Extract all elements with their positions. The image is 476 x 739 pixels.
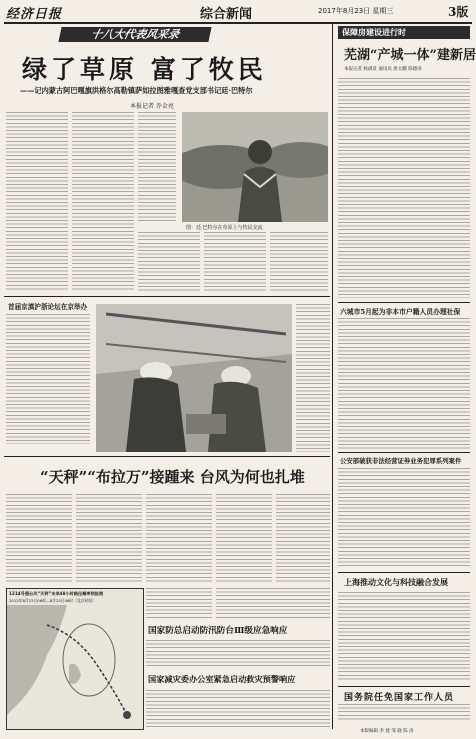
right-series-banner <box>338 26 470 39</box>
typhoon-track-map <box>7 605 143 729</box>
small-story-2-headline: 国家减灾委办公室紧急启动救灾预警响应 <box>148 674 296 684</box>
right-story-1-headline: 公安部破获非法经营证券业务犯罪系列案件 <box>340 457 462 465</box>
map-subtitle: 2012年8月23日06时—8月25日06时（北京时间） <box>9 598 96 603</box>
lead-byline: 本报记者 乔金亮 <box>130 103 174 110</box>
middle-left-headline: 首届京滇沪浙论坛在京举办 <box>8 303 88 311</box>
small-story-1-headline: 国家防总启动防汛防台Ⅲ级应急响应 <box>148 626 288 636</box>
page-number: 3版 <box>448 5 469 19</box>
lead-body-col-3 <box>138 112 176 222</box>
typhoon-body-3 <box>146 494 212 584</box>
right-story-2-headline: 上海推动文化与科技融合发展 <box>344 577 448 587</box>
middle-rule <box>4 296 330 297</box>
lead-photo <box>182 112 328 222</box>
right-rule-3 <box>338 572 470 573</box>
right-series-label: 保障房建设进行时 <box>342 27 406 37</box>
right-headline: 芜湖“产城一体”建新居 <box>344 48 476 63</box>
lead-series-banner <box>58 27 211 42</box>
herdsman-photo-illustration <box>182 112 328 222</box>
right-rule-1 <box>338 302 470 303</box>
lead-photo-caption: 图：廷·巴特尔在草原上与牧民交流 <box>186 225 263 231</box>
right-story-1-body <box>338 468 470 568</box>
lead-body-col-4 <box>138 232 200 292</box>
small-story-2-body <box>146 690 330 728</box>
middle-right-headline: 六城市5月起为非本市户籍人员办理社保 <box>340 308 461 316</box>
middle-left-body <box>6 314 90 444</box>
right-rule-4 <box>338 686 470 687</box>
typhoon-map <box>6 588 144 730</box>
lead-series-label: 十八大代表风采录 <box>89 28 181 41</box>
right-rule-2 <box>338 452 470 453</box>
column-divider-main <box>332 24 333 729</box>
typhoon-body-4 <box>216 494 272 584</box>
lead-body-col-5 <box>204 232 266 292</box>
lead-body-col-2 <box>72 112 134 292</box>
workers-photo-illustration <box>96 304 292 452</box>
right-story-3-body <box>338 704 470 720</box>
section-title: 综合新闻 <box>200 7 253 22</box>
typhoon-body-6 <box>146 588 212 618</box>
editors-credit: 本版编辑 李 建 邹 晓 陈 涛 <box>360 729 414 734</box>
lead-body-col-1 <box>6 112 68 292</box>
photo-side-text <box>296 304 330 452</box>
right-byline: 本报记者 杨满景 通讯员 唐太鹏 陈德涛 <box>344 67 422 72</box>
middle-right-body <box>338 318 470 450</box>
typhoon-body-7 <box>216 588 330 618</box>
typhoon-rule <box>4 456 330 457</box>
workers-photo <box>96 304 292 452</box>
lead-body-col-6 <box>270 232 328 292</box>
map-title: 1214号强台风“天秤”未来48小时路径概率预报图 <box>9 591 104 596</box>
lead-subheadline: ——记内蒙古阿巴嘎旗洪格尔高勒镇萨如拉图雅嘎查党支部书记廷·巴特尔 <box>20 86 253 95</box>
masthead-rule <box>4 22 472 24</box>
typhoon-body-5 <box>276 494 330 584</box>
typhoon-body-1 <box>6 494 72 584</box>
issue-date: 2017年8月23日 星期三 <box>318 7 394 15</box>
masthead <box>0 0 476 22</box>
right-story-3-headline: 国务院任免国家工作人员 <box>344 693 455 703</box>
small-story-1-body <box>146 640 330 668</box>
lead-headline: 绿了草原 富了牧民 <box>22 55 267 84</box>
typhoon-body-2 <box>76 494 142 584</box>
right-body-1 <box>338 78 470 298</box>
newspaper-logo: 经济日报 <box>6 7 63 22</box>
right-story-2-body <box>338 592 470 682</box>
typhoon-headline: “天秤”“布拉万”接踵来 台风为何也扎堆 <box>40 468 305 486</box>
